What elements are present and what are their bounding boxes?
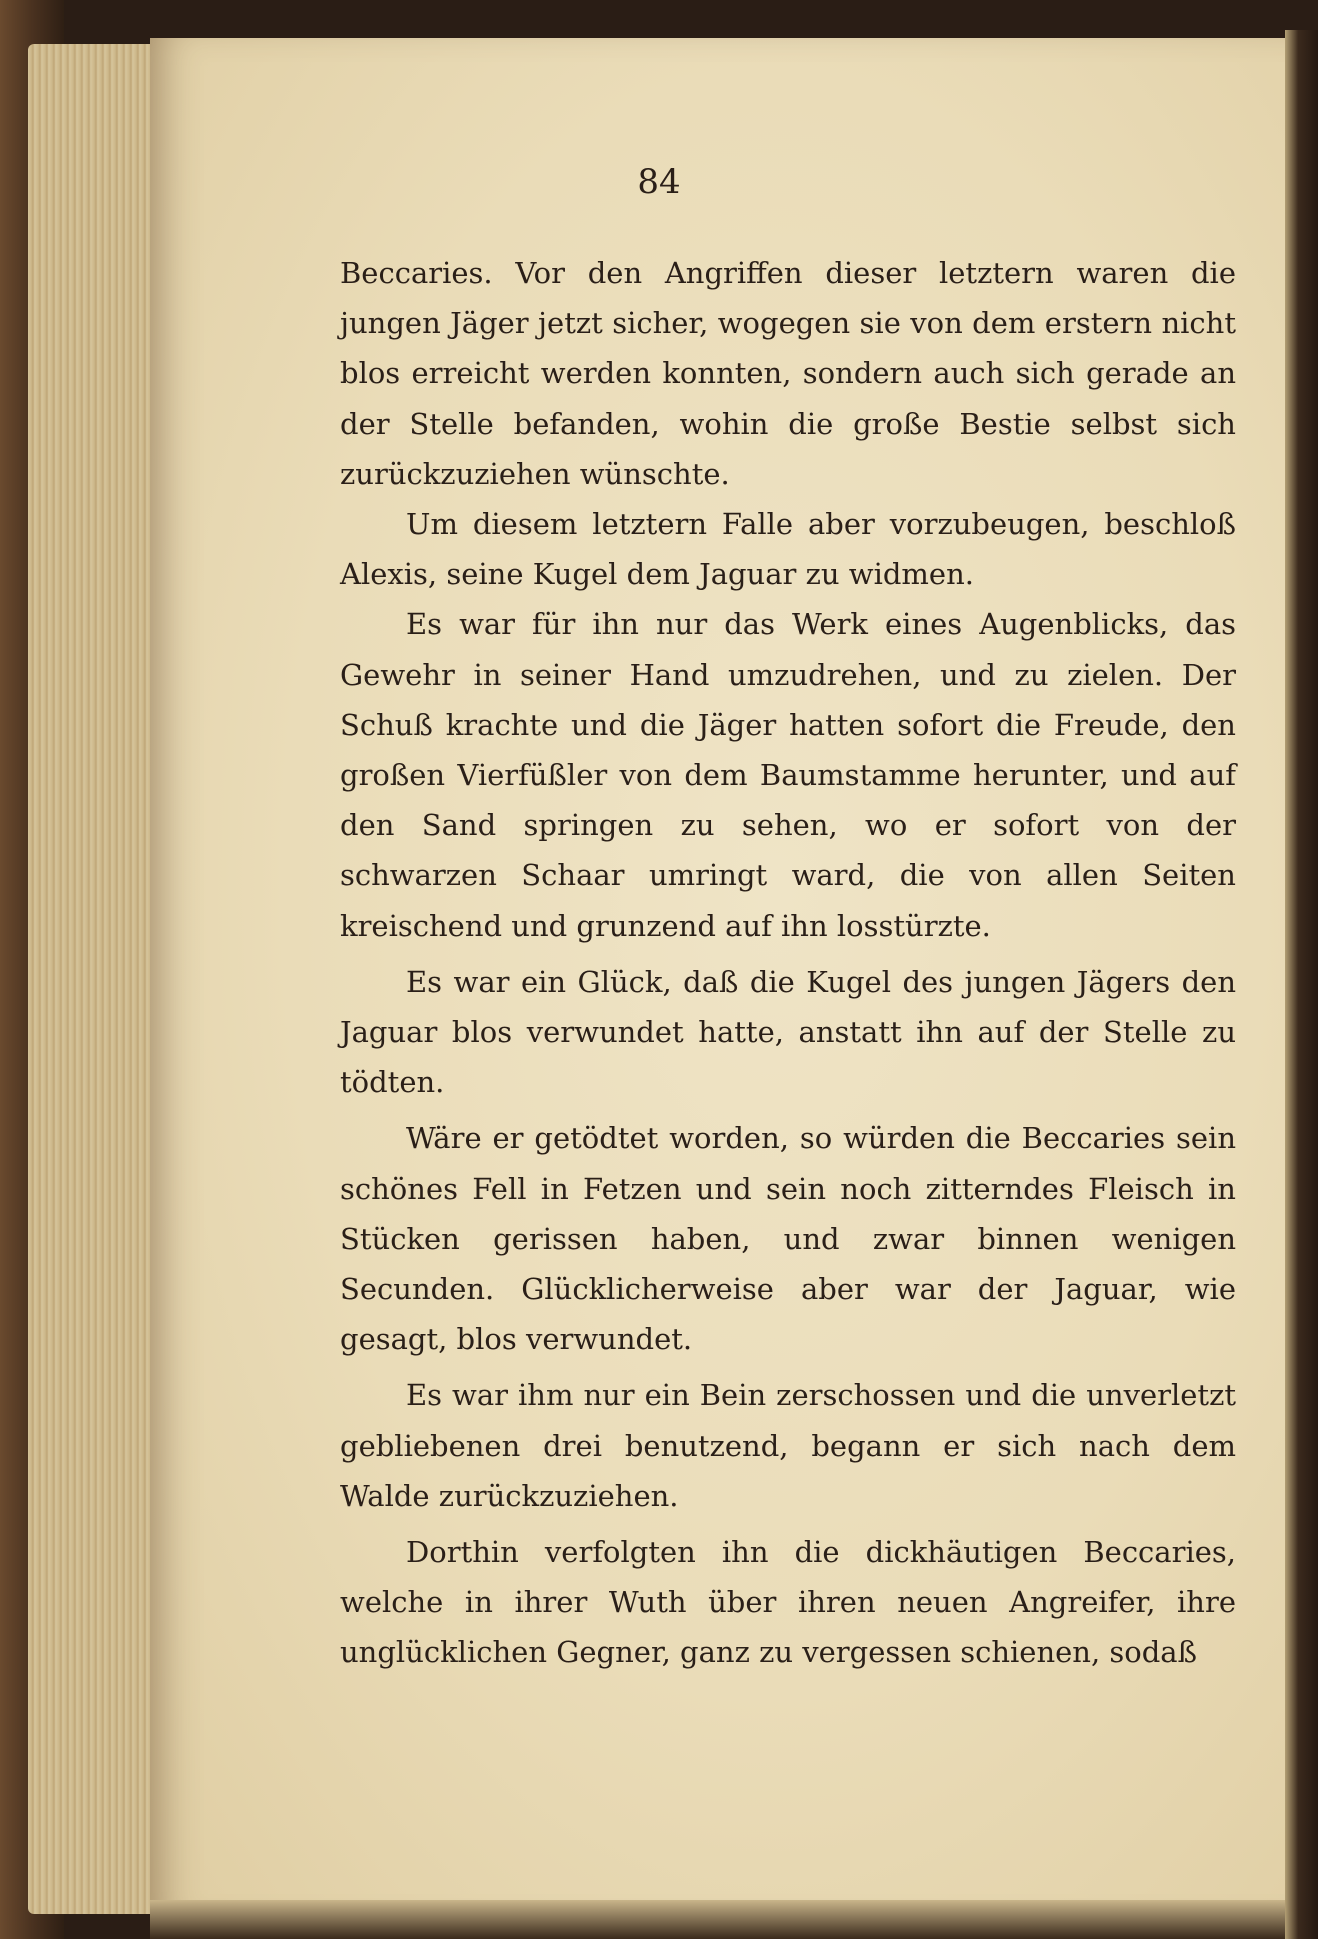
paragraph: Um diesem letztern Falle aber vorzubeugen, beschloß Alexis, seine Kugel dem Jaguar zu widmen. — [340, 507, 1236, 592]
page-bottom-shadow — [150, 1900, 1285, 1939]
paragraph: Dorthin verfolgten ihn die dickhäutigen Beccaries, welche in ihrer Wuth über ihren neuen Angreifer, ihre unglücklichen Gegner, ganz zu vergessen schienen, sodaß — [340, 1535, 1236, 1670]
paragraph: Es war für ihn nur das Werk eines Augenblicks, das Gewehr in seiner Hand umzudrehen, und zu zielen. Der Schuß krachte und die Jäger hatten sofort die Freude, den großen Vierfüßler von dem Baumstamme herunter, und auf den Sand springen zu sehen, wo er sofort von der schwarzen Schaar umringt ward, die von allen Seiten kreischend und grunzend auf ihn losstürzte. — [340, 607, 1236, 943]
body-text — [340, 248, 1236, 1678]
page-number: 84 — [637, 162, 681, 202]
paragraph: Es war ein Glück, daß die Kugel des jungen Jägers den Jaguar blos verwundet hatte, anstatt ihn auf der Stelle zu tödten. — [340, 964, 1236, 1100]
book-cover-edge — [1285, 30, 1318, 1939]
paragraph: Beccaries. Vor den Angriffen dieser letztern waren die jungen Jäger jetzt sicher, wogegen sie von dem erstern nicht blos erreicht werden konnten, sondern auch sich gerade an der Stelle befanden, wohin die große Bestie selbst sich zurückzuziehen wünschte. — [340, 256, 1236, 491]
paragraph: Wäre er getödtet worden, so würden die Beccaries sein schönes Fell in Fetzen und sein noch zitterndes Fleisch in Stücken gerissen haben, und zwar binnen wenigen Secunden. Glücklicherweise aber war der Jaguar, wie gesagt, blos verwundet. — [340, 1121, 1236, 1357]
paragraph: Es war ihm nur ein Bein zerschossen und die unverletzt gebliebenen drei benutzend, begann er sich nach dem Walde zurückzuziehen. — [340, 1378, 1236, 1513]
